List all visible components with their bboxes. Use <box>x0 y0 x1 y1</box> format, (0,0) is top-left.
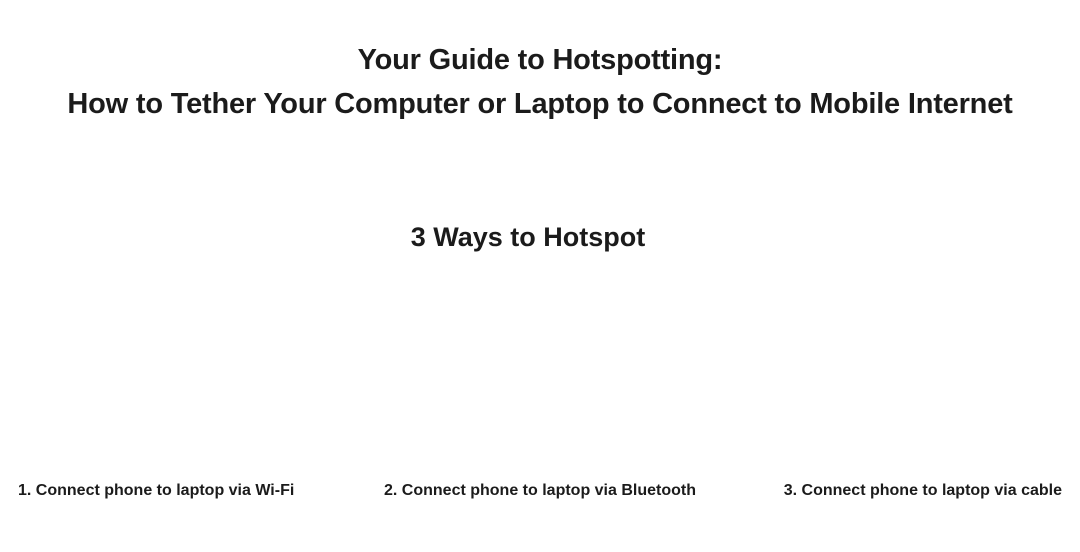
page-title-line-1: Your Guide to Hotspotting: <box>357 44 723 76</box>
steps-row <box>0 482 1080 522</box>
step-item-3: 3. Connect phone to laptop via cable <box>783 482 1062 499</box>
step-item-1: 1. Connect phone to laptop via Wi-Fi <box>18 482 295 499</box>
section-heading <box>0 222 1080 253</box>
step-item-2: 2. Connect phone to laptop via Bluetooth <box>384 482 696 499</box>
page-title-line-2: How to Tether Your Computer or Laptop to Connect to Mobile Internet <box>67 87 1013 120</box>
section-heading-text: 3 Ways to Hotspot <box>410 222 646 252</box>
page-title <box>0 44 1080 121</box>
